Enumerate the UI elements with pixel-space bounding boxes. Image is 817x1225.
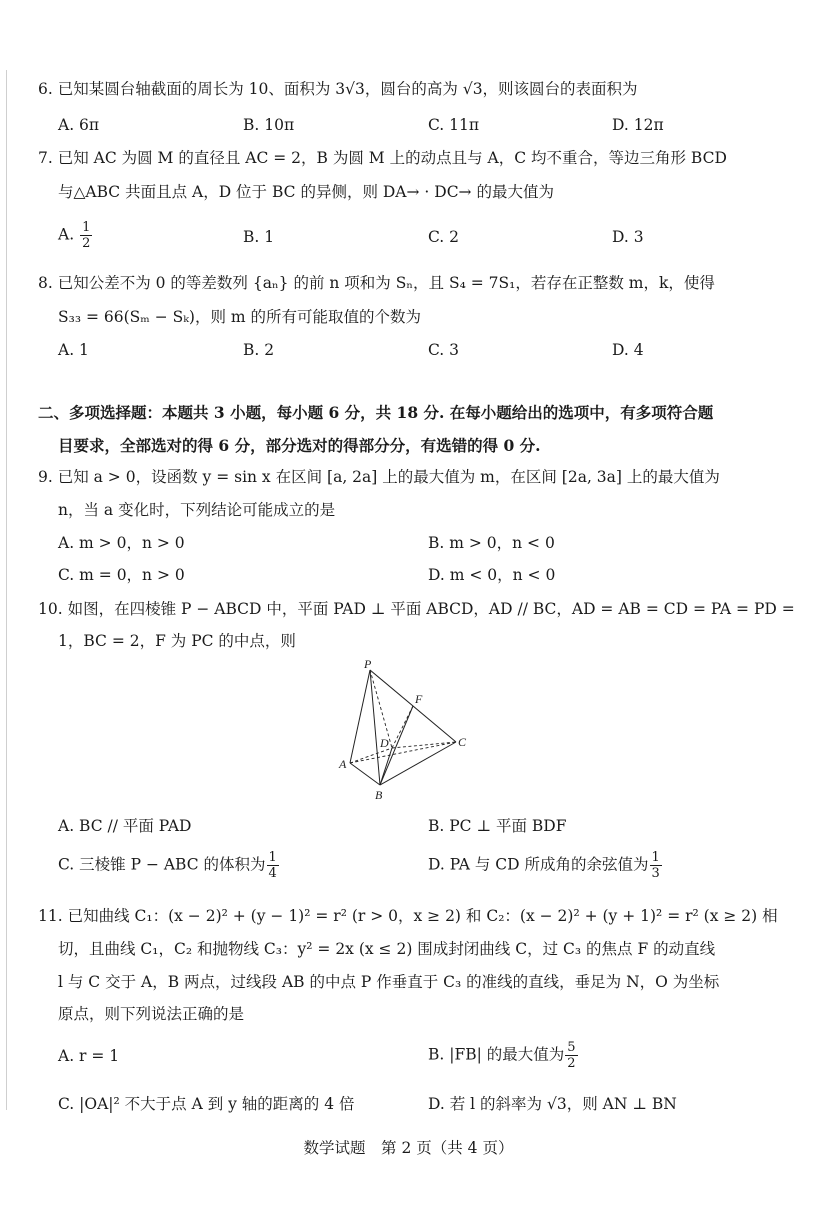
label-A: A	[339, 757, 347, 771]
q10-line2: 1，BC = 2，F 为 PC 的中点，则	[58, 632, 296, 650]
q7-option-a-fraction: $\frac{1}{2}$	[82, 220, 91, 251]
q7-option-b: B. 1	[243, 228, 275, 246]
q6-stem: 6. 已知某圆台轴截面的周长为 10、面积为 3√3，圆台的高为 √3，则该圆台的表面积为	[38, 80, 638, 98]
q11-line3: l 与 C 交于 A，B 两点，过线段 AB 的中点 P 作垂直于 C₃ 的准线的直线，垂足为 N，O 为坐标	[58, 973, 720, 991]
q11-option-b: B. |FB| 的最大值为 $\frac{5}{2}$	[428, 1040, 576, 1071]
page-footer: 数学试题 第 2 页（共 4 页）	[303, 1139, 514, 1157]
q9-option-b: B. m > 0，n < 0	[428, 534, 555, 552]
label-P: P	[364, 658, 372, 671]
q6-option-a: A. 6π	[58, 116, 100, 134]
edge-PA	[350, 670, 370, 763]
q10-option-d-fraction: $\frac{1}{3}$	[651, 850, 660, 881]
q11-option-c: C. |OA|² 不大于点 A 到 y 轴的距离的 4 倍	[58, 1095, 355, 1113]
q9-option-a: A. m > 0，n > 0	[58, 534, 185, 552]
q6-option-c: C. 11π	[428, 116, 480, 134]
q10-option-c: C. 三棱锥 P − ABC 的体积为 $\frac{1}{4}$	[58, 850, 277, 881]
q7-option-d: D. 3	[612, 228, 644, 246]
q6-option-b: B. 10π	[243, 116, 295, 134]
edge-AC	[350, 742, 456, 763]
q8-line2: S₃₃ = 66(Sₘ − Sₖ)，则 m 的所有可能取值的个数为	[58, 308, 421, 326]
label-D: D	[380, 736, 389, 750]
q7-line1: 7. 已知 AC 为圆 M 的直径且 AC = 2，B 为圆 M 上的动点且与 A，C 均不重合，等边三角形 BCD	[38, 149, 727, 167]
q8-line1: 8. 已知公差不为 0 的等差数列 {aₙ} 的前 n 项和为 Sₙ，且 S₄ = 7S₁，若存在正整数 m，k，使得	[38, 274, 715, 292]
scan-margin-line	[6, 70, 7, 1110]
pyramid-figure	[330, 658, 480, 803]
section2-heading-line1: 二、多项选择题：本题共 3 小题，每小题 6 分，共 18 分. 在每小题给出的选项中，有多项符合题	[38, 403, 714, 422]
label-C: C	[458, 735, 467, 749]
edge-AB	[350, 763, 380, 785]
q9-line1: 9. 已知 a > 0，设函数 y = sin x 在区间 [a, 2a] 上的最大值为 m，在区间 [2a, 3a] 上的最大值为	[38, 468, 720, 486]
q11-option-b-fraction: $\frac{5}{2}$	[567, 1040, 576, 1071]
q6-option-d: D. 12π	[612, 116, 664, 134]
q10-option-d: D. PA 与 CD 所成角的余弦值为 $\frac{1}{3}$	[428, 850, 660, 881]
q7-option-a: A. $\frac{1}{2}$	[58, 220, 91, 251]
q9-option-c: C. m = 0，n > 0	[58, 566, 185, 584]
label-B: B	[375, 788, 383, 802]
q9-option-d: D. m < 0，n < 0	[428, 566, 556, 584]
q10-option-c-fraction: $\frac{1}{4}$	[268, 850, 277, 881]
q10-line1: 10. 如图，在四棱锥 P − ABCD 中，平面 PAD ⊥ 平面 ABCD，AD // BC，AD = AB = CD = PA = PD =	[38, 600, 795, 618]
q11-option-a: A. r = 1	[58, 1047, 120, 1065]
q10-option-a: A. BC // 平面 PAD	[58, 817, 192, 835]
q8-option-a: A. 1	[58, 341, 89, 359]
q11-option-d: D. 若 l 的斜率为 √3，则 AN ⊥ BN	[428, 1095, 677, 1113]
q11-line1: 11. 已知曲线 C₁：(x − 2)² + (y − 1)² = r² (r > 0，x ≥ 2) 和 C₂：(x − 2)² + (y + 1)² = r² (x ≥ 2) 相	[38, 907, 778, 925]
q8-option-c: C. 3	[428, 341, 460, 359]
edge-AD	[350, 748, 392, 763]
label-F: F	[415, 692, 423, 706]
q7-line2: 与△ABC 共面且点 A，D 位于 BC 的异侧，则 DA→ · DC→ 的最大值为	[58, 183, 554, 201]
edge-DF	[392, 706, 413, 748]
q11-line2: 切，且曲线 C₁，C₂ 和抛物线 C₃：y² = 2x (x ≤ 2) 围成封闭曲线 C，过 C₃ 的焦点 F 的动直线	[58, 940, 716, 958]
q11-line4: 原点，则下列说法正确的是	[58, 1005, 245, 1023]
q9-line2: n，当 a 变化时，下列结论可能成立的是	[58, 501, 336, 519]
section2-heading-line2: 目要求，全部选对的得 6 分，部分选对的得部分分，有选错的得 0 分.	[58, 436, 541, 455]
q8-option-b: B. 2	[243, 341, 275, 359]
q8-option-d: D. 4	[612, 341, 644, 359]
q7-option-c: C. 2	[428, 228, 460, 246]
q10-option-b: B. PC ⊥ 平面 BDF	[428, 817, 567, 835]
